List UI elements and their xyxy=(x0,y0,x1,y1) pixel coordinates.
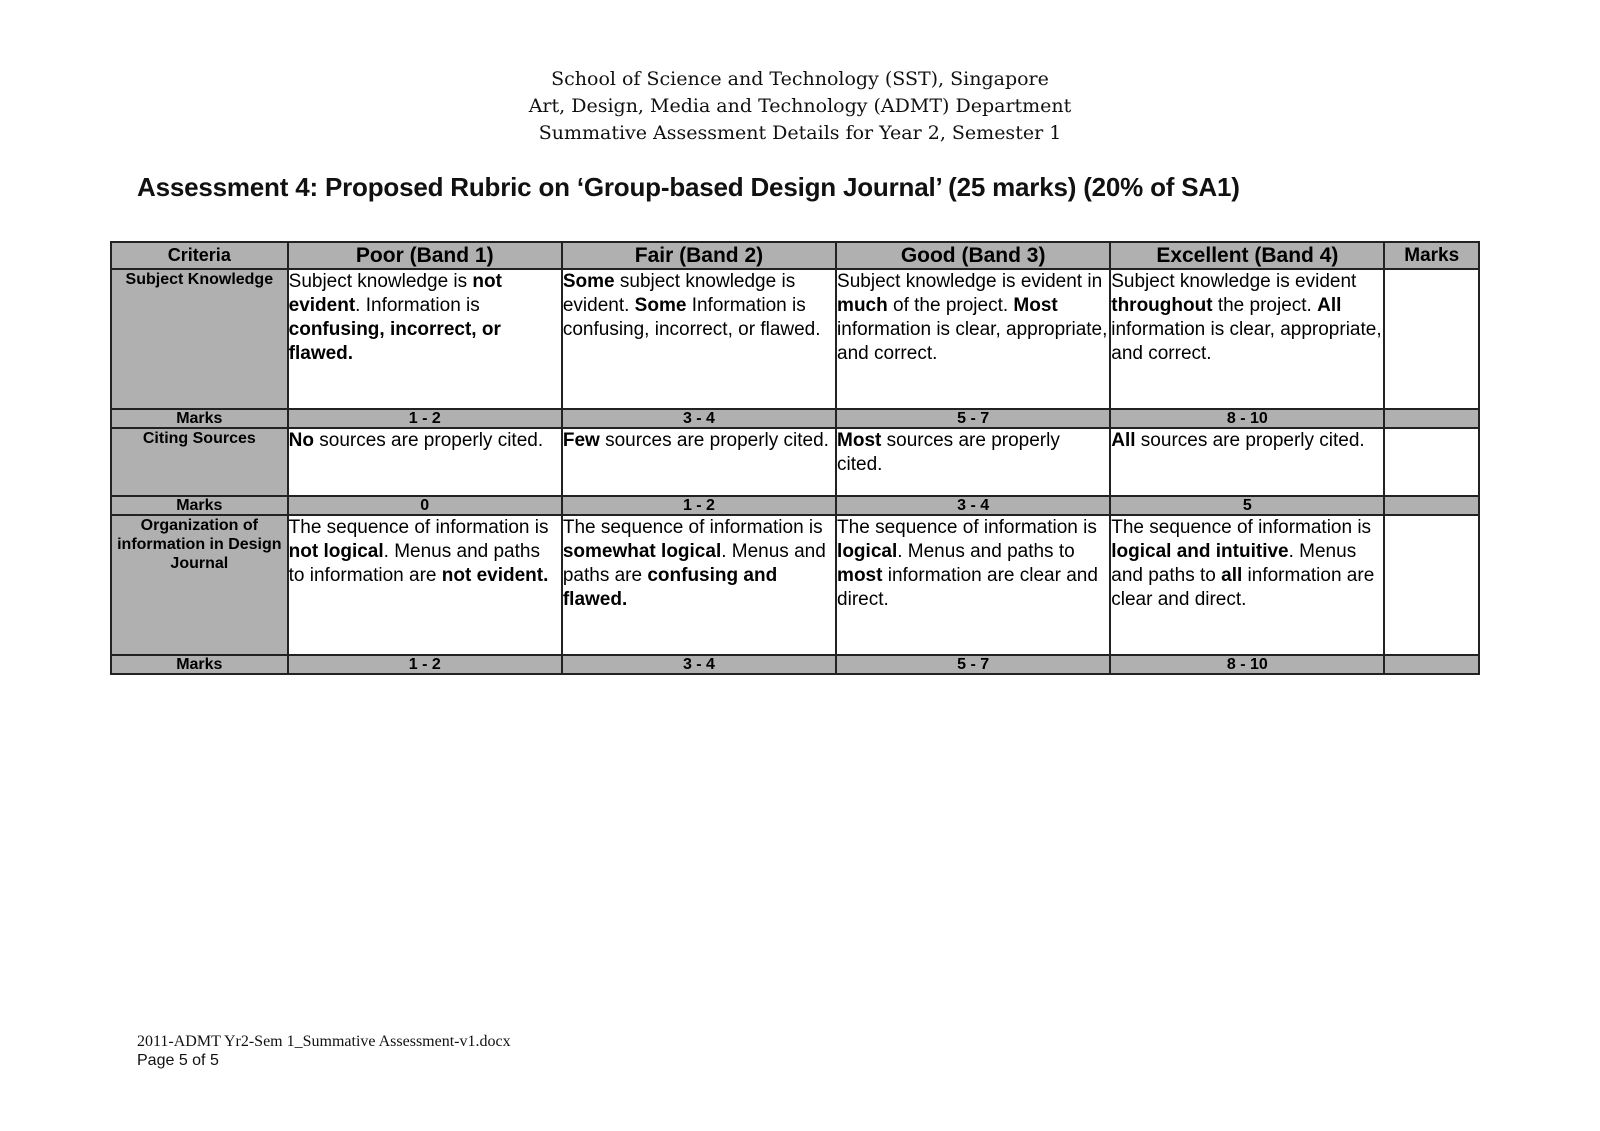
marks-label: Marks xyxy=(111,655,288,674)
criterion-label: Subject Knowledge xyxy=(111,269,288,409)
criterion-label: Organization of information in Design Journal xyxy=(111,515,288,655)
marks-row xyxy=(111,496,1479,515)
marks-row xyxy=(111,409,1479,428)
rubric-table xyxy=(110,241,1480,675)
school-name: School of Science and Technology (SST), Singapore xyxy=(551,68,1049,90)
page-title: Assessment 4: Proposed Rubric on ‘Group-based Design Journal’ (25 marks) (20% of SA1) xyxy=(137,172,1240,202)
band-4-descriptor: All sources are properly cited. xyxy=(1110,428,1384,496)
criterion-label: Citing Sources xyxy=(111,428,288,496)
band-3-marks-range: 3 - 4 xyxy=(836,496,1110,515)
column-header-band-3: Good (Band 3) xyxy=(836,242,1110,269)
marks-label: Marks xyxy=(111,496,288,515)
band-2-marks-range: 1 - 2 xyxy=(562,496,836,515)
column-header-band-2: Fair (Band 2) xyxy=(562,242,836,269)
column-header-marks: Marks xyxy=(1384,242,1479,269)
band-1-descriptor: No sources are properly cited. xyxy=(288,428,562,496)
column-header-criteria: Criteria xyxy=(111,242,288,269)
band-4-marks-range: 5 xyxy=(1110,496,1384,515)
marks-entry-cell xyxy=(1384,428,1479,496)
band-1-marks-range: 1 - 2 xyxy=(288,655,562,674)
band-3-descriptor: Subject knowledge is evident in much of the project. Most information is clear, appropriate, and correct. xyxy=(836,269,1110,409)
marks-entry-cell xyxy=(1384,515,1479,655)
band-1-descriptor: The sequence of information is not logical. Menus and paths to information are not evident. xyxy=(288,515,562,655)
department-name: Art, Design, Media and Technology (ADMT) Department xyxy=(528,95,1072,117)
band-2-marks-range: 3 - 4 xyxy=(562,409,836,428)
band-4-descriptor: The sequence of information is logical and intuitive. Menus and paths to all information are clear and direct. xyxy=(1110,515,1384,655)
column-header-band-4: Excellent (Band 4) xyxy=(1110,242,1384,269)
criterion-row xyxy=(111,515,1479,655)
marks-total-cell xyxy=(1384,496,1479,515)
marks-label: Marks xyxy=(111,409,288,428)
footer-filename: 2011-ADMT Yr2-Sem 1_Summative Assessment-v1.docx xyxy=(137,1033,511,1050)
band-4-marks-range: 8 - 10 xyxy=(1110,409,1384,428)
band-2-descriptor: Few sources are properly cited. xyxy=(562,428,836,496)
band-1-marks-range: 1 - 2 xyxy=(288,409,562,428)
column-header-band-1: Poor (Band 1) xyxy=(288,242,562,269)
band-1-descriptor: Subject knowledge is not evident. Information is confusing, incorrect, or flawed. xyxy=(288,269,562,409)
assessment-subtitle: Summative Assessment Details for Year 2, Semester 1 xyxy=(538,122,1062,144)
page-footer xyxy=(137,1032,511,1070)
marks-total-cell xyxy=(1384,409,1479,428)
band-4-marks-range: 8 - 10 xyxy=(1110,655,1384,674)
band-2-marks-range: 3 - 4 xyxy=(562,655,836,674)
table-header-row xyxy=(111,242,1479,269)
band-3-marks-range: 5 - 7 xyxy=(836,655,1110,674)
band-3-descriptor: Most sources are properly cited. xyxy=(836,428,1110,496)
marks-total-cell xyxy=(1384,655,1479,674)
criterion-row xyxy=(111,428,1479,496)
band-3-descriptor: The sequence of information is logical. Menus and paths to most information are clear and direct. xyxy=(836,515,1110,655)
marks-entry-cell xyxy=(1384,269,1479,409)
criterion-row xyxy=(111,269,1479,409)
marks-row xyxy=(111,655,1479,674)
band-3-marks-range: 5 - 7 xyxy=(836,409,1110,428)
band-4-descriptor: Subject knowledge is evident throughout the project. All information is clear, appropriate, and correct. xyxy=(1110,269,1384,409)
band-2-descriptor: The sequence of information is somewhat logical. Menus and paths are confusing and flawed. xyxy=(562,515,836,655)
document-header xyxy=(0,66,1600,147)
footer-page-number: Page 5 of 5 xyxy=(137,1052,219,1069)
band-2-descriptor: Some subject knowledge is evident. Some Information is confusing, incorrect, or flawed. xyxy=(562,269,836,409)
band-1-marks-range: 0 xyxy=(288,496,562,515)
